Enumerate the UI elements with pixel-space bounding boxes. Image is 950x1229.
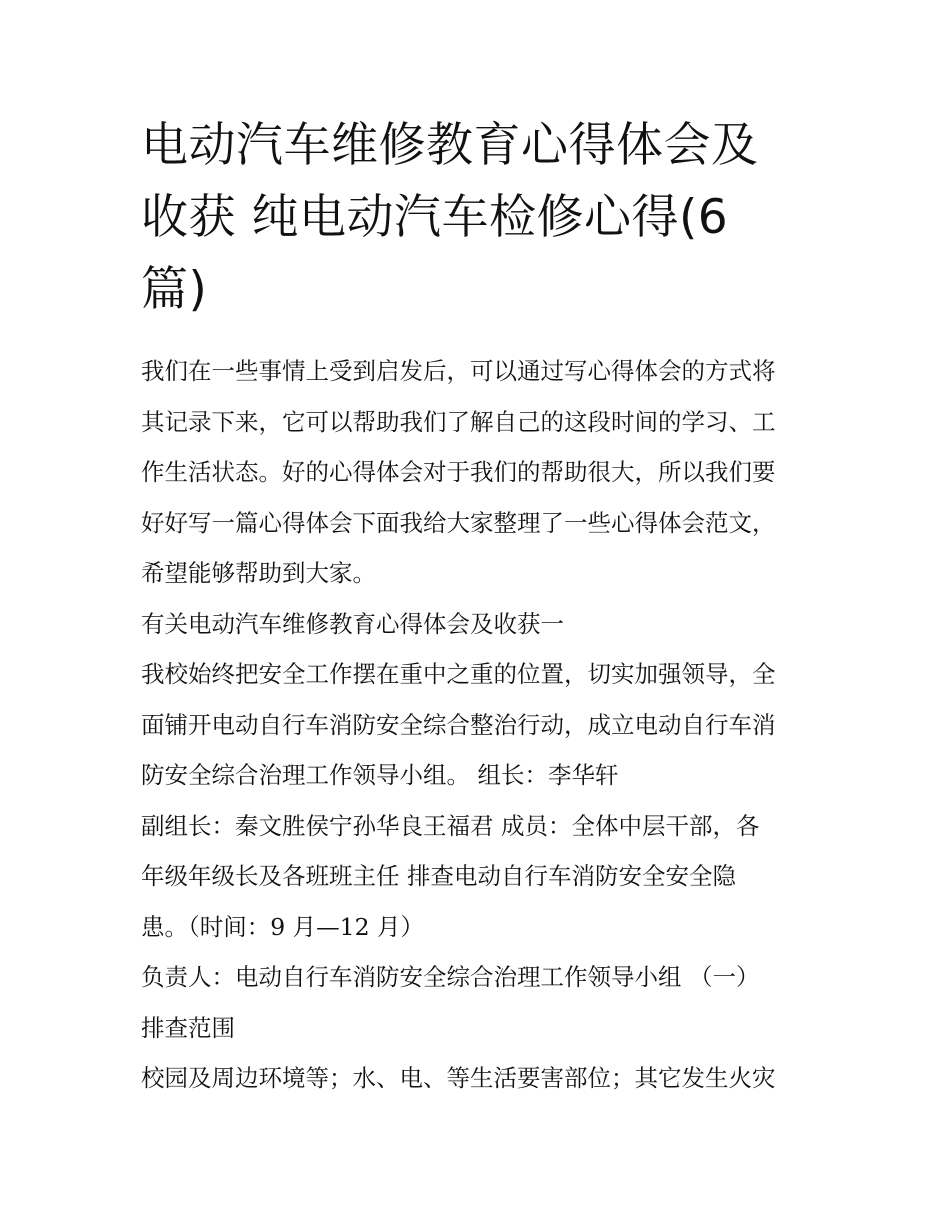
document-title	[141, 110, 821, 326]
body-line: 希望能够帮助到大家。	[141, 559, 376, 587]
body-line: 面铺开电动自行车消防安全综合整治行动，成立电动自行车消	[141, 710, 776, 739]
section-heading: 有关电动汽车维修教育心得体会及收获一	[141, 609, 564, 638]
body-line: 其记录下来，它可以帮助我们了解自己的这段时间的学习、工	[141, 407, 776, 436]
title-line: 电动汽车维修教育心得体会及	[141, 118, 759, 173]
body-line: 校园及周边环境等；水、电、等生活要害部位；其它发生火灾	[141, 1064, 776, 1092]
body-line: 负责人：电动自行车消防安全综合治理工作领导小组 （一）	[141, 963, 760, 991]
body-line: 患。（时间：9 月—12 月）	[141, 912, 425, 941]
document-page	[141, 110, 821, 1104]
body-line: 我们在一些事情上受到启发后，可以通过写心得体会的方式将	[141, 357, 776, 385]
title-line: 收获 纯电动汽车检修心得(6	[141, 190, 729, 245]
body-line: 好好写一篇心得体会下面我给大家整理了一些心得体会范文，	[141, 508, 776, 537]
body-line: 防安全综合治理工作领导小组。 组长：李华轩	[141, 761, 619, 789]
title-line: 篇)	[141, 262, 208, 317]
document-body	[141, 346, 821, 1104]
body-line: 副组长：秦文胜侯宁孙华良王福君 成员：全体中层干部，各	[141, 811, 760, 840]
body-line: 作生活状态。好的心得体会对于我们的帮助很大，所以我们要	[141, 458, 776, 486]
body-line: 年级年级长及各班班主任 排查电动自行车消防安全安全隐	[141, 862, 736, 890]
body-line: 我校始终把安全工作摆在重中之重的位置，切实加强领导，全	[141, 660, 776, 688]
body-line: 排查范围	[141, 1013, 235, 1042]
